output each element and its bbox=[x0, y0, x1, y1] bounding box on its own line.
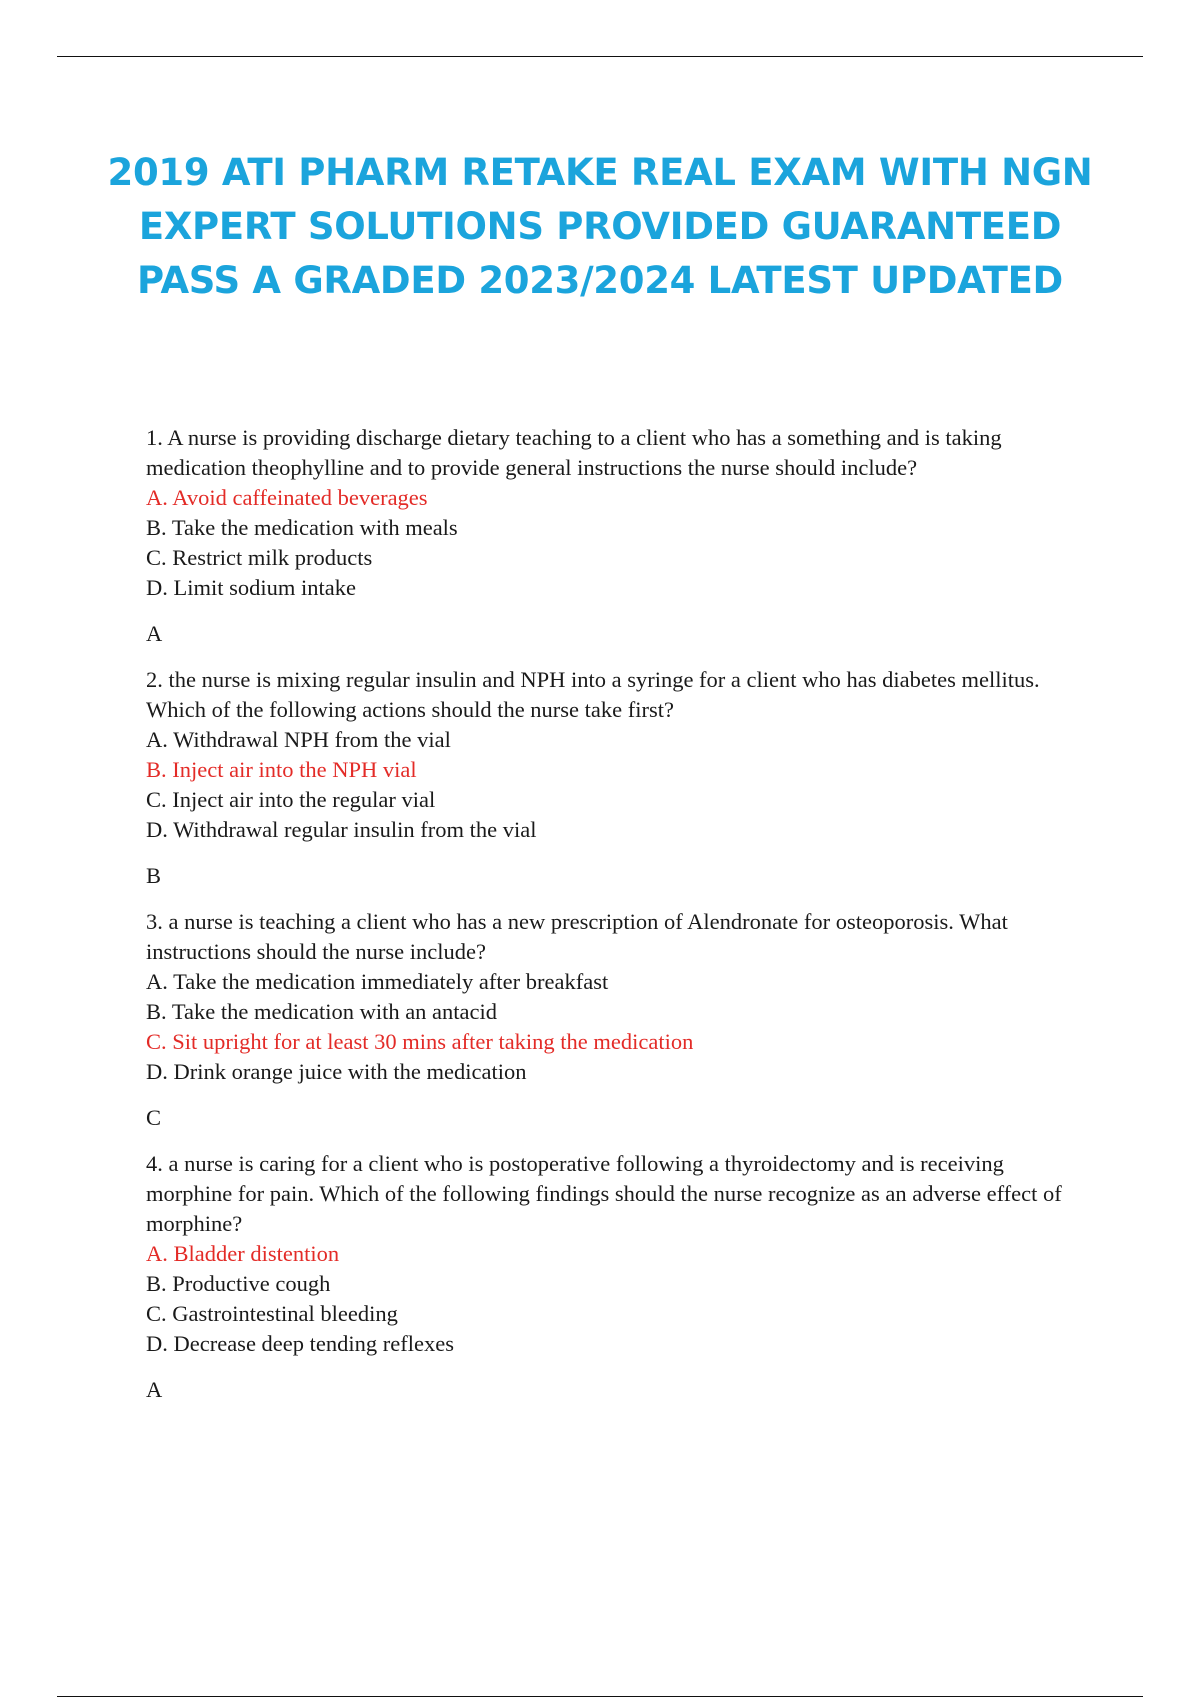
option-d: D. Limit sodium intake bbox=[146, 575, 356, 600]
question-text: 4. a nurse is caring for a client who is postoperative following a thyroidectomy and is receiving morphine for pain. Which of the following findings should the nurse recognize as an adverse effect of morphine? bbox=[146, 1151, 1062, 1236]
bottom-rule bbox=[57, 1696, 1143, 1697]
option-a: A. Bladder distention bbox=[146, 1241, 340, 1266]
answer-key: C bbox=[146, 1105, 162, 1130]
question-list bbox=[146, 423, 1086, 1421]
option-c: C. Gastrointestinal bleeding bbox=[146, 1301, 398, 1326]
option-c: C. Inject air into the regular vial bbox=[146, 787, 436, 812]
option-b: B. Productive cough bbox=[146, 1271, 331, 1296]
document-title: 2019 ATI PHARM RETAKE REAL EXAM WITH NGN EXPERT SOLUTIONS PROVIDED GUARANTEED PASS A GRADED 2023/2024 LATEST UPDATED bbox=[107, 151, 1093, 302]
option-a: A. Avoid caffeinated beverages bbox=[146, 485, 428, 510]
question-4 bbox=[146, 1149, 1086, 1405]
option-d: D. Drink orange juice with the medication bbox=[146, 1059, 527, 1084]
question-2 bbox=[146, 665, 1086, 891]
option-b: B. Inject air into the NPH vial bbox=[146, 757, 417, 782]
option-d: D. Withdrawal regular insulin from the vial bbox=[146, 817, 537, 842]
option-c: C. Sit upright for at least 30 mins after taking the medication bbox=[146, 1029, 694, 1054]
option-b: B. Take the medication with an antacid bbox=[146, 999, 498, 1024]
question-3 bbox=[146, 907, 1086, 1133]
question-text: 2. the nurse is mixing regular insulin and NPH into a syringe for a client who has diabetes mellitus. Which of the following actions should the nurse take first? bbox=[146, 667, 1040, 722]
question-1 bbox=[146, 423, 1086, 649]
option-c: C. Restrict milk products bbox=[146, 545, 373, 570]
option-a: A. Withdrawal NPH from the vial bbox=[146, 727, 451, 752]
option-d: D. Decrease deep tending reflexes bbox=[146, 1331, 454, 1356]
question-text: 3. a nurse is teaching a client who has a new prescription of Alendronate for osteoporosis. What instructions should the nurse include? bbox=[146, 909, 1008, 964]
answer-key: B bbox=[146, 863, 162, 888]
question-text: 1. A nurse is providing discharge dietary teaching to a client who has a something and is taking medication theophylline and to provide general instructions the nurse should include? bbox=[146, 425, 1002, 480]
option-b: B. Take the medication with meals bbox=[146, 515, 458, 540]
top-rule bbox=[57, 56, 1143, 57]
answer-key: A bbox=[146, 621, 163, 646]
answer-key: A bbox=[146, 1377, 163, 1402]
option-a: A. Take the medication immediately after breakfast bbox=[146, 969, 609, 994]
